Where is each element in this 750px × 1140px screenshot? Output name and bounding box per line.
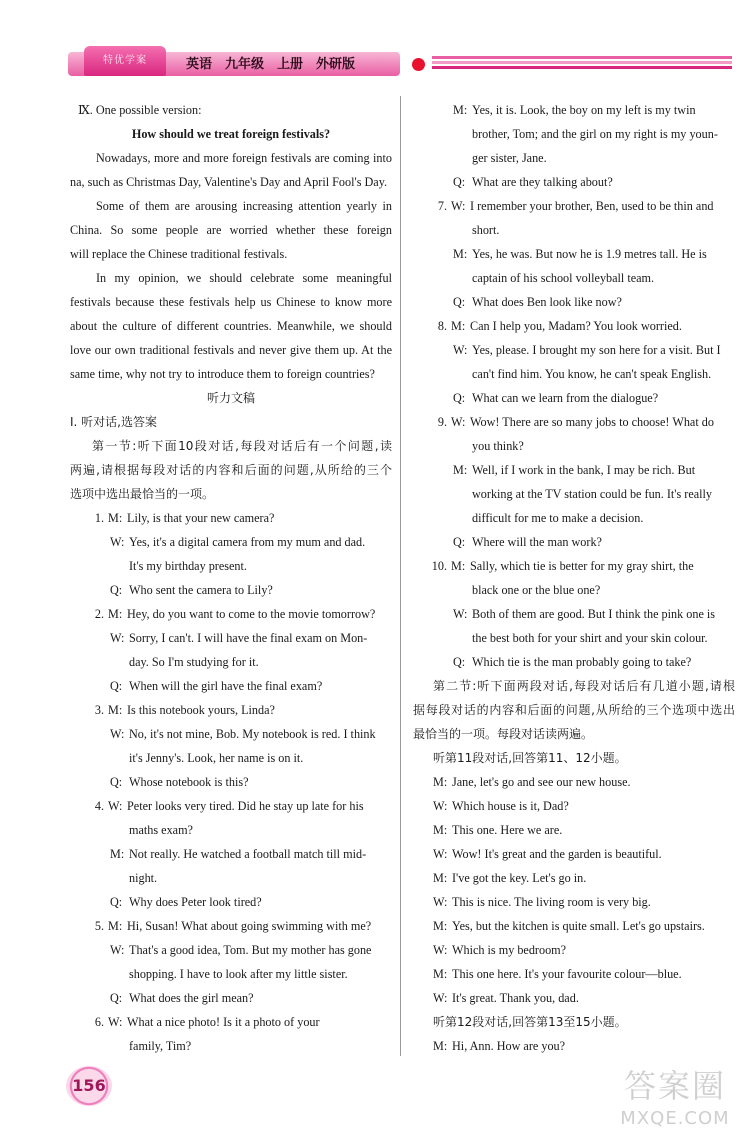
- dialogue-line: 9. W: Wow! There are so many jobs to choose! What do: [437, 415, 714, 429]
- conversation-line: M: This one. Here we are.: [433, 823, 563, 837]
- conversation-line: W: Which is my bedroom?: [433, 943, 567, 957]
- dialogue-line: W: Yes, it's a digital camera from my mum and dad.: [110, 535, 366, 549]
- sub-heading: 听第12段对话,回答第13至15小题。: [433, 1015, 627, 1029]
- dialogue-line: 1. M: Lily, is that your new camera?: [94, 511, 275, 525]
- question-line: Q: What does the girl mean?: [110, 991, 254, 1005]
- section-heading: Ⅰ. 听对话,选答案: [70, 415, 157, 429]
- column-divider: [400, 96, 401, 1056]
- dialogue-line: It's my birthday present.: [129, 559, 247, 573]
- header-book-info: 英语 九年级 上册 外研版: [186, 57, 356, 72]
- dialogue-line: W: Sorry, I can't. I will have the final exam on Mon-: [110, 631, 368, 645]
- page-number-badge: 156: [66, 1066, 112, 1106]
- conversation-line: M: This one here. It's your favourite colour—blue.: [433, 967, 682, 981]
- question-line: Q: Which tie is the man probably going to take?: [453, 655, 692, 669]
- watermark: [606, 1064, 744, 1134]
- dialogue-line: maths exam?: [129, 823, 193, 837]
- dialogue-line: W: No, it's not mine, Bob. My notebook is red. I think: [110, 727, 376, 741]
- essay-title: How should we treat foreign festivals?: [131, 127, 331, 141]
- sub-heading: 听第11段对话,回答第11、12小题。: [433, 751, 627, 765]
- dialogue-line: short.: [472, 223, 500, 237]
- conversation-line: M: Jane, let's go and see our new house.: [433, 775, 631, 789]
- header-red-dot: [412, 58, 425, 71]
- question-line: Q: What can we learn from the dialogue?: [453, 391, 659, 405]
- dialogue-line: W: That's a good idea, Tom. But my mother has gone: [110, 943, 372, 957]
- section-heading: Ⅸ. One possible version:: [78, 103, 202, 117]
- essay-line: In my opinion, we should celebrate some meaningful: [96, 271, 392, 285]
- essay-line: festivals because these festivals help us Chinese to know more: [70, 295, 392, 309]
- conversation-line: W: It's great. Thank you, dad.: [433, 991, 579, 1005]
- question-line: Q: What are they talking about?: [453, 175, 613, 189]
- dialogue-line: difficult for me to make a decision.: [472, 511, 644, 525]
- conversation-line: M: I've got the key. Let's go in.: [433, 871, 587, 885]
- transcript-title: 听力文稿: [206, 391, 255, 405]
- question-line: Q: Whose notebook is this?: [110, 775, 249, 789]
- dialogue-line: black one or the blue one?: [472, 583, 601, 597]
- watermark-url: MXQE.COM: [620, 1108, 730, 1129]
- instruction-line: 两遍,请根据每段对话的内容和后面的问题,从所给的三个: [70, 463, 392, 477]
- essay-line: China. So some people are worried whether these foreign: [70, 223, 392, 237]
- dialogue-line: 8. M: Can I help you, Madam? You look worried.: [437, 319, 682, 333]
- dialogue-line: 5. M: Hi, Susan! What about going swimming with me?: [94, 919, 372, 933]
- instruction-line: 据每段对话的内容和后面的问题,从所给的三个选项中选出: [413, 703, 735, 717]
- right-column: [413, 98, 735, 1058]
- dialogue-line: 4. W: Peter looks very tired. Did he stay up late for his: [94, 799, 364, 813]
- conversation-line: W: Which house is it, Dad?: [433, 799, 569, 813]
- dialogue-line: M: Yes, he was. But now he is 1.9 metres tall. He is: [453, 247, 707, 261]
- dialogue-line: 6. W: What a nice photo! Is it a photo of your: [94, 1015, 320, 1029]
- dialogue-line: M: Yes, it is. Look, the boy on my left is my twin: [453, 103, 696, 117]
- dialogue-line: shopping. I have to look after my little sister.: [129, 967, 348, 981]
- dialogue-line: brother, Tom; and the girl on my right is my youn-: [472, 127, 718, 141]
- dialogue-line: night.: [129, 871, 158, 885]
- watermark-logo-text: 答案圈: [623, 1067, 726, 1105]
- dialogue-line: can't find him. You know, he can't speak English.: [472, 367, 712, 381]
- essay-line: will replace the Chinese traditional festivals.: [70, 247, 288, 261]
- dialogue-line: you think?: [472, 439, 524, 453]
- dialogue-line: family, Tim?: [129, 1039, 192, 1053]
- header-brand-tab: 特优学案: [84, 46, 166, 76]
- question-line: Q: What does Ben look like now?: [453, 295, 622, 309]
- essay-line: Some of them are arousing increasing attention yearly in: [96, 199, 392, 213]
- essay-line: same time, why not try to introduce them to foreign countries?: [70, 367, 375, 381]
- instruction-line: 最恰当的一项。每段对话读两遍。: [413, 727, 594, 741]
- dialogue-line: 10. M: Sally, which tie is better for my gray shirt, the: [431, 559, 694, 573]
- question-line: Q: Where will the man work?: [453, 535, 602, 549]
- dialogue-line: W: Yes, please. I brought my son here for a visit. But I: [453, 343, 721, 357]
- dialogue-line: 2. M: Hey, do you want to come to the movie tomorrow?: [94, 607, 376, 621]
- dialogue-line: M: Not really. He watched a football match till mid-: [110, 847, 367, 861]
- question-line: Q: Who sent the camera to Lily?: [110, 583, 273, 597]
- conversation-line: M: Hi, Ann. How are you?: [433, 1039, 566, 1053]
- dialogue-line: 3. M: Is this notebook yours, Linda?: [94, 703, 275, 717]
- dialogue-line: the best both for your shirt and your skin colour.: [472, 631, 708, 645]
- conversation-line: W: This is nice. The living room is very big.: [433, 895, 651, 909]
- page-header: [0, 0, 750, 90]
- essay-line: about the culture of different countries. Meanwhile, we should: [70, 319, 392, 333]
- dialogue-line: day. So I'm studying for it.: [129, 655, 259, 669]
- question-line: Q: When will the girl have the final exam?: [110, 679, 323, 693]
- essay-line: Nowadays, more and more foreign festivals are coming into: [96, 151, 392, 165]
- conversation-line: M: Yes, but the kitchen is quite small. Let's go upstairs.: [433, 919, 705, 933]
- dialogue-line: 7. W: I remember your brother, Ben, used to be thin and: [437, 199, 714, 213]
- instruction-line: 第二节:听下面两段对话,每段对话后有几道小题,请根: [433, 679, 735, 693]
- dialogue-line: working at the TV station could be fun. It's really: [472, 487, 713, 501]
- dialogue-line: M: Well, if I work in the bank, I may be rich. But: [453, 463, 696, 477]
- dialogue-line: W: Both of them are good. But I think the pink one is: [453, 607, 716, 621]
- instruction-line: 第一节:听下面10段对话,每段对话后有一个问题,读: [92, 439, 392, 453]
- question-line: Q: Why does Peter look tired?: [110, 895, 262, 909]
- header-decorative-lines: [432, 56, 732, 74]
- essay-line: na, such as Christmas Day, Valentine's Day and April Fool's Day.: [70, 175, 388, 189]
- dialogue-line: it's Jenny's. Look, her name is on it.: [129, 751, 304, 765]
- left-column: [70, 98, 392, 1058]
- essay-line: love our own traditional festivals and never give them up. At the: [70, 343, 392, 357]
- dialogue-line: captain of his school volleyball team.: [472, 271, 655, 285]
- conversation-line: W: Wow! It's great and the garden is beautiful.: [433, 847, 662, 861]
- instruction-line: 选项中选出最恰当的一项。: [70, 487, 215, 501]
- dialogue-line: ger sister, Jane.: [472, 151, 547, 165]
